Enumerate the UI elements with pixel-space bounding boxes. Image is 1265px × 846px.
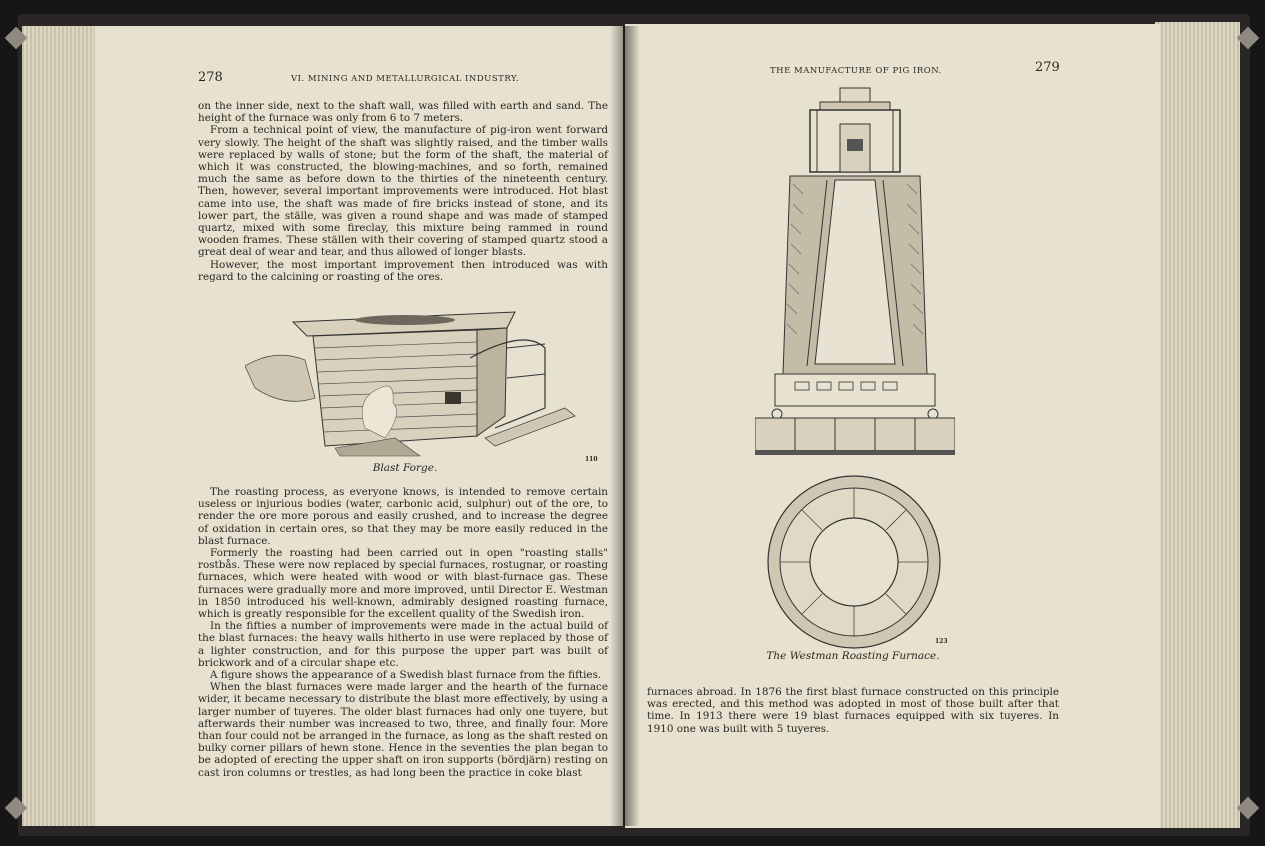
running-head: THE MANUFACTURE OF PIG IRON. — [770, 66, 942, 76]
paragraph: furnaces abroad. In 1876 the first blast furnace constructed on this principle was erected, and this method was adopted in most of those built after that time. In 1913 there were 19 blast furnaces equipped with six tuyeres. In 1910 one was built with 5 tuyeres. — [647, 686, 1059, 735]
westman-furnace-plan — [758, 472, 950, 652]
page-number: 279 — [1035, 60, 1060, 75]
right-page — [625, 24, 1160, 828]
figure-number: 123 — [935, 638, 948, 645]
blast-forge-illustration — [245, 288, 585, 458]
book-gutter — [610, 26, 640, 826]
westman-furnace-elevation — [755, 84, 955, 456]
paragraph: In the fifties a number of improvements were made in the actual build of the blast furnaces: the heavy walls hitherto in use were replaced by those of a lighter construction, and for this purpose the upper part was built of brickwork and of a circular shape etc. — [198, 620, 608, 669]
running-head: VI. MINING AND METALLURGICAL INDUSTRY. — [291, 74, 520, 84]
paragraph: A figure shows the appearance of a Swedish blast furnace from the fifties. — [210, 669, 602, 682]
figure-caption: Blast Forge. — [372, 462, 438, 474]
body-text-bottom — [198, 486, 608, 779]
paragraph: The roasting process, as everyone knows, is intended to remove certain useless or injurious bodies (water, carbonic acid, sulphur) out of the ore, to render the ore more porous and easily crushed, and to increase the degree of oxidation in certain ores, so that they may be more easily reduced in the blast furnace. — [198, 486, 608, 547]
right-page-edges — [1155, 22, 1240, 828]
figure-number: 110 — [585, 456, 598, 463]
paragraph: When the blast furnaces were made larger and the hearth of the furnace wider, it became necessary to distribute the blast more effectively, by using a larger number of tuyeres. The older blast furnaces had only one tuyere, but afterwards their number was increased to two, three, and finally four. More than four could not be arranged in the furnace, as long as the shaft rested on bulky corner pillars of hewn stone. Hence in the seventies the plan began to be adopted of erecting the upper shaft on iron supports (bördjärn) resting on cast iron columns or trestles, as had long been the practice in coke blast — [198, 681, 608, 779]
paragraph: However, the most important improvement then introduced was with regard to the calcining or roasting of the ores. — [198, 258, 608, 283]
body-text — [647, 686, 1059, 735]
paragraph: on the inner side, next to the shaft wall, was filled with earth and sand. The height of the furnace was only from 6 to 7 meters. — [198, 100, 608, 125]
body-text-top — [198, 100, 608, 283]
paragraph: Formerly the roasting had been carried out in open "roasting stalls" rostbås. These were now replaced by special furnaces, rostugnar, or roasting furnaces, which were heated with wood or with blast-furnace gas. These furnaces were gradually more and more improved, until Director E. Westman in 1850 introduced his well-known, admirably designed roasting furnace, which is greatly responsible for the excellent quality of the Swedish iron. — [198, 547, 608, 621]
paragraph: From a technical point of view, the manufacture of pig-iron went forward very slowly. The height of the shaft was slightly raised, and the timber walls were replaced by walls of stone; but the form of the shaft, the material of which it was constructed, the blowing-machines, and so forth, remained much the same as before down to the thirties of the nineteenth century. Then, however, several important improvements were introduced. Hot blast came into use, the shaft was made of fire bricks instead of stone, and its lower part, the ställe, was given a round shape and was made of stamped quartz, mixed with some fireclay, this mixture being rammed in round wooden frames. These ställen with their covering of stamped quartz stood a great deal of wear and tear, and thus allowed of longer blasts. — [198, 124, 608, 259]
figure-caption: The Westman Roasting Furnace. — [766, 650, 940, 662]
page-number: 278 — [198, 70, 223, 85]
left-page — [95, 26, 623, 826]
